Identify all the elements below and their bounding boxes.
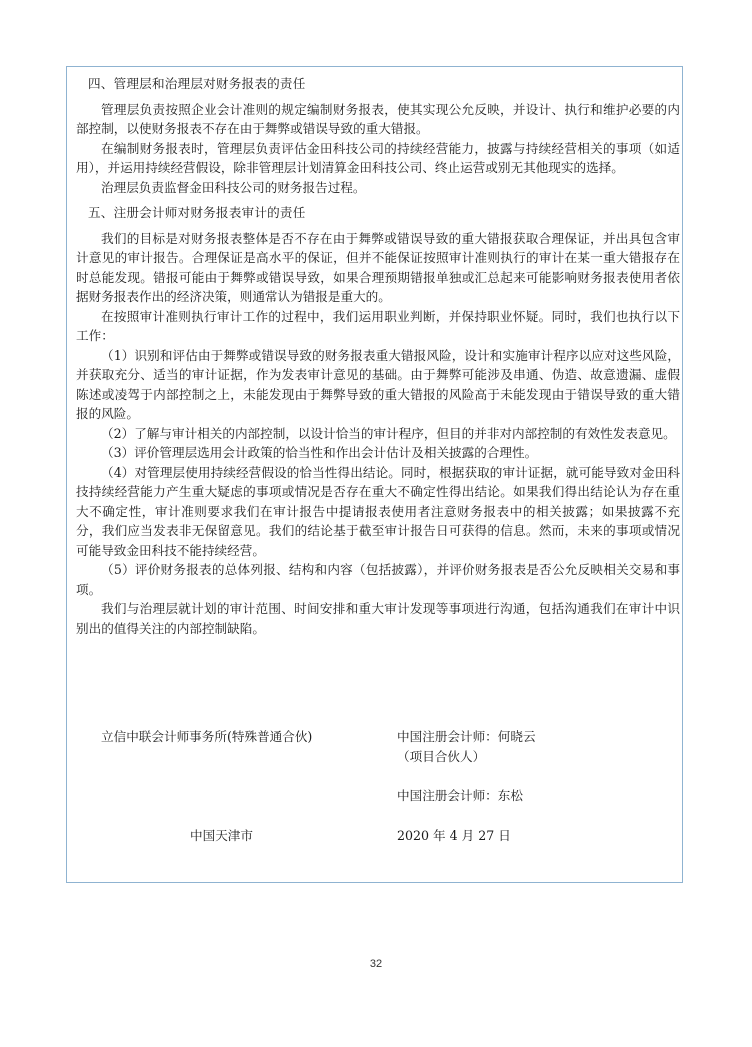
section-4-paragraph: 治理层负责监督金田科技公司的财务报告过程。 xyxy=(101,179,366,195)
audit-procedure-item-1: （1）识别和评估由于舞弊或错误导致的财务报表重大错报风险，设计和实施审计程序以应对这些风险，并获取充分、适当的审计证据，作为发表审计意见的基础。由于舞弊可能涉及串通、伪造、故意遗漏、虚假陈述或凌驾于内部控制之上，未能发现由于舞弊导致的重大错报的风险高于未能发现由于错误导致的重大错报的风险。 xyxy=(76,347,680,421)
cpa-role: （项目合伙人） xyxy=(397,749,486,764)
audit-firm-name: 立信中联会计师事务所(特殊普通合伙) xyxy=(101,729,313,744)
cpa-signature-1: 中国注册会计师：何晓云 xyxy=(397,729,536,744)
section-5-heading: 五、注册会计师对财务报表审计的责任 xyxy=(88,205,306,220)
section-4-heading: 四、管理层和治理层对财务报表的责任 xyxy=(88,76,306,91)
audit-procedure-item-2: （2）了解与审计相关的内部控制，以设计恰当的审计程序，但目的并非对内部控制的有效性发表意见。 xyxy=(101,425,676,441)
audit-procedure-item-3: （3）评价管理层选用会计政策的恰当性和作出会计估计及相关披露的合理性。 xyxy=(101,445,538,460)
report-date: 2020 年 4 月 27 日 xyxy=(397,828,511,843)
section-5-paragraph: 我们的目标是对财务报表整体是否不存在由于舞弊或错误导致的重大错报获取合理保证，并出具包含审计意见的审计报告。合理保证是高水平的保证，但并不能保证按照审计准则执行的审计在某一重大错报存在时总能发现。错报可能由于舞弊或错误导致，如果合理预期错报单独或汇总起来可能影响财务报表使用者依据财务报表作出的经济决策，则通常认为错报是重大的。 xyxy=(76,230,680,304)
section-5-paragraph: 我们与治理层就计划的审计范围、时间安排和重大审计发现等事项进行沟通，包括沟通我们在审计中识别出的值得关注的内部控制缺陷。 xyxy=(76,601,680,636)
report-body xyxy=(76,74,680,638)
audit-procedure-item-4: （4）对管理层使用持续经营假设的恰当性得出结论。同时，根据获取的审计证据，就可能导致对金田科技持续经营能力产生重大疑虑的事项或情况是否存在重大不确定性得出结论。如果我们得出结论认为存在重大不确定性，审计准则要求我们在审计报告中提请报表使用者注意财务报表中的相关披露；如果披露不充分，我们应当发表非无保留意见。我们的结论基于截至审计报告日可获得的信息。然而，未来的事项或情况可能导致金田科技不能持续经营。 xyxy=(76,464,680,558)
cpa-signature-2: 中国注册会计师：东松 xyxy=(397,788,523,803)
report-city: 中国天津市 xyxy=(190,828,253,843)
section-4-paragraph: 在编制财务报表时，管理层负责评估金田科技公司的持续经营能力，披露与持续经营相关的事项（如适用），并运用持续经营假设，除非管理层计划清算金田科技公司、终止运营或别无其他现实的选择。 xyxy=(76,140,680,175)
section-5-paragraph: 在按照审计准则执行审计工作的过程中，我们运用职业判断，并保持职业怀疑。同时，我们也执行以下工作： xyxy=(76,308,680,343)
section-4-paragraph: 管理层负责按照企业会计准则的规定编制财务报表，使其实现公允反映，并设计、执行和维护必要的内部控制，以使财务报表不存在由于舞弊或错误导致的重大错报。 xyxy=(76,101,680,136)
page-number: 32 xyxy=(369,958,383,970)
audit-procedure-item-5: （5）评价财务报表的总体列报、结构和内容（包括披露），并评价财务报表是否公允反映相关交易和事项。 xyxy=(76,562,680,597)
